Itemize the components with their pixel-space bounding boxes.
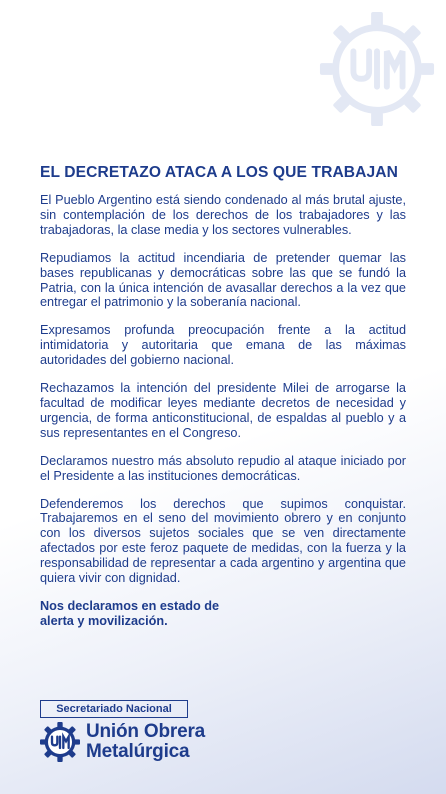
paragraph: El Pueblo Argentino está siendo condenado al más brutal ajuste, sin contemplación de los derechos de los trabajadores y las trabajadoras, la clase media y los sectores vulnerables. (40, 193, 406, 237)
paragraph: Expresamos profunda preocupación frente a la actitud intimidatoria y autoritaria que emana de las máximas autoridades del gobierno nacional. (40, 323, 406, 368)
paragraph: Repudiamos la actitud incendiaria de pretender quemar las bases republicanas y democráticas sobre las que se fundó la Patria, con la única intención de avasallar derechos a la vez que entregar el patrimonio y la soberanía nacional. (40, 250, 406, 310)
paragraph: Rechazamos la intención del presidente Milei de arrogarse la facultad de modificar leyes mediante decretos de necesidad y urgencia, de forma anticonstitucional, de espaldas al pueblo y a sus representantes en el Congreso. (40, 381, 406, 440)
paragraph: Defenderemos los derechos que supimos conquistar. Trabajaremos en el seno del movimiento obrero y en conjunto con los diversos sujetos sociales que se ven directamente afectados por este feroz paquete de medidas, con la fuerza y la responsabilidad de representar a cada argentino y argentina que quiera vivir con dignidad. (40, 496, 406, 586)
uom-watermark-gear-icon (318, 10, 436, 128)
uom-gear-logo-icon (40, 722, 80, 762)
secretariat-label: Secretariado Nacional (40, 700, 188, 718)
org-name-line2: Metalúrgica (86, 741, 190, 762)
organization-name (86, 722, 205, 762)
closing-statement: Nos declaramos en estado de alerta y movilización. (40, 598, 220, 628)
paragraph: Declaramos nuestro más absoluto repudio al ataque iniciado por el Presidente a las instituciones democráticas. (40, 453, 406, 483)
statement-body (40, 193, 406, 642)
org-name-line1: Unión Obrera (86, 721, 206, 742)
page-title: EL DECRETAZO ATACA A LOS QUE TRABAJAN (40, 164, 399, 181)
